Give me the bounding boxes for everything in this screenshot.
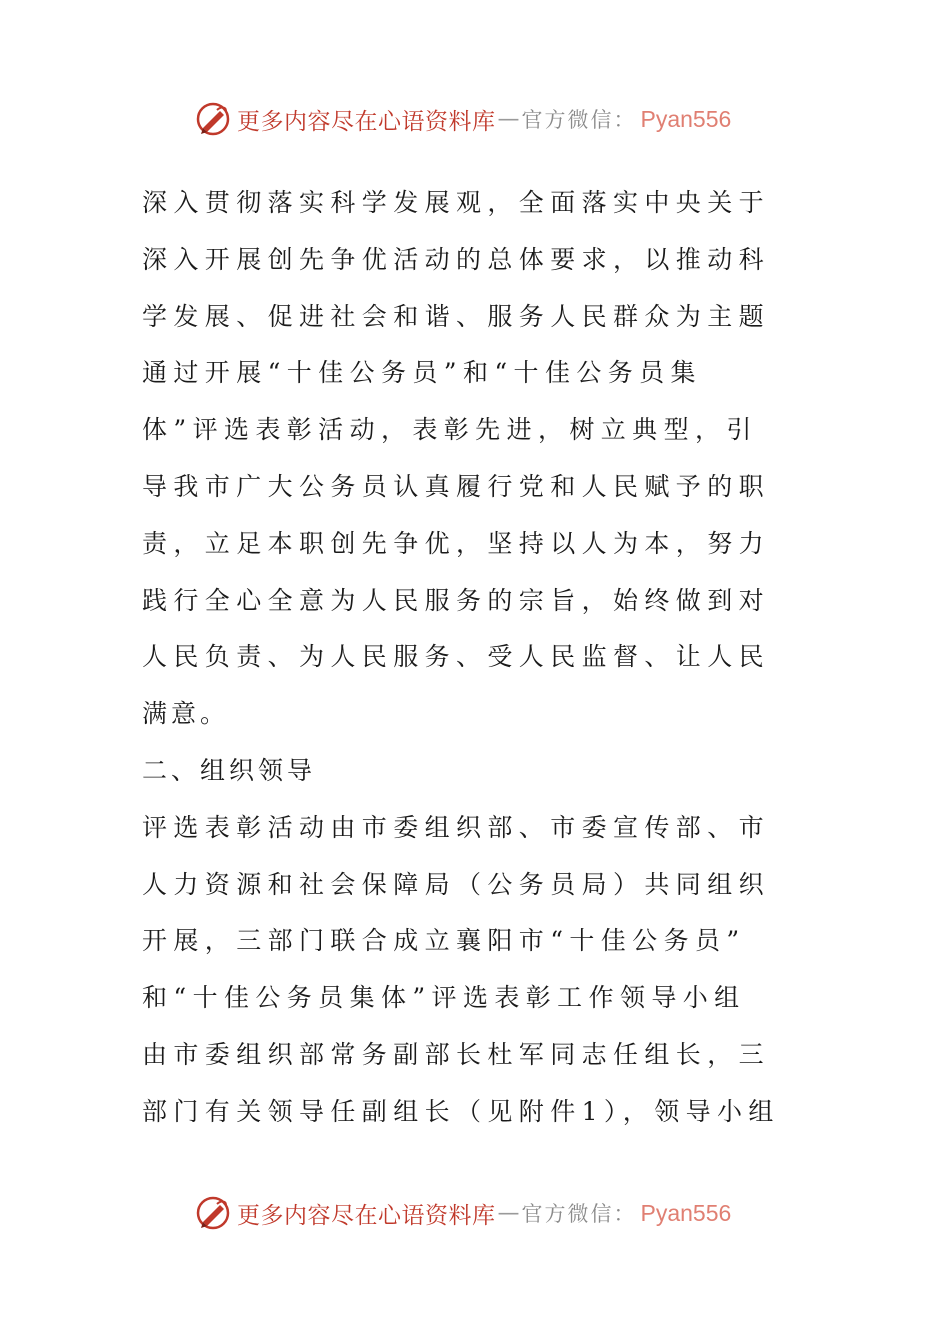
body-line: 部门有关领导任副组长（见附件1），领导小组 bbox=[142, 1096, 780, 1126]
pen-logo-icon bbox=[195, 1195, 231, 1231]
body-line: 人力资源和社会保障局（公务员局）共同组织 bbox=[142, 869, 771, 899]
body-line: 导我市广大公务员认真履行党和人民赋予的职 bbox=[142, 471, 771, 501]
wechat-id: Pyan556 bbox=[640, 1199, 732, 1226]
banner-separator: — bbox=[497, 106, 520, 132]
body-line: 和“十佳公务员集体”评选表彰工作领导小组 bbox=[142, 983, 746, 1013]
brand-text: 更多内容尽在心语资料库 bbox=[237, 1202, 496, 1229]
wechat-label: 官方微信： bbox=[521, 108, 637, 132]
footer-banner bbox=[195, 1193, 731, 1233]
body-line: 通过开展“十佳公务员”和“十佳公务员集 bbox=[142, 358, 702, 388]
wechat-label: 官方微信： bbox=[521, 1202, 637, 1226]
document-body bbox=[142, 175, 780, 1141]
body-line: 责，立足本职创先争优，坚持以人为本，努力 bbox=[142, 528, 771, 558]
body-line: 开展，三部门联合成立襄阳市“十佳公务员” bbox=[142, 926, 746, 956]
brand-text: 更多内容尽在心语资料库 bbox=[237, 108, 496, 135]
section-heading: 二、组织领导 bbox=[142, 755, 317, 785]
pen-logo-icon bbox=[195, 101, 231, 137]
body-line: 学发展、促进社会和谐、服务人民群众为主题 bbox=[142, 301, 771, 331]
wechat-id: Pyan556 bbox=[640, 105, 732, 132]
banner-separator: — bbox=[497, 1200, 520, 1226]
body-line: 人民负责、为人民服务、受人民监督、让人民 bbox=[142, 642, 771, 672]
body-line: 深入贯彻落实科学发展观，全面落实中央关于 bbox=[142, 188, 771, 217]
body-line: 满意。 bbox=[142, 699, 230, 729]
body-line: 深入开展创先争优活动的总体要求，以推动科 bbox=[142, 244, 771, 274]
body-line: 评选表彰活动由市委组织部、市委宣传部、市 bbox=[142, 812, 771, 842]
body-line: 体”评选表彰活动，表彰先进，树立典型，引 bbox=[142, 415, 758, 445]
body-line: 践行全心全意为人民服务的宗旨，始终做到对 bbox=[142, 585, 771, 615]
header-banner bbox=[195, 99, 731, 139]
body-line: 由市委组织部常务副部长杜军同志任组长，三 bbox=[142, 1039, 771, 1069]
